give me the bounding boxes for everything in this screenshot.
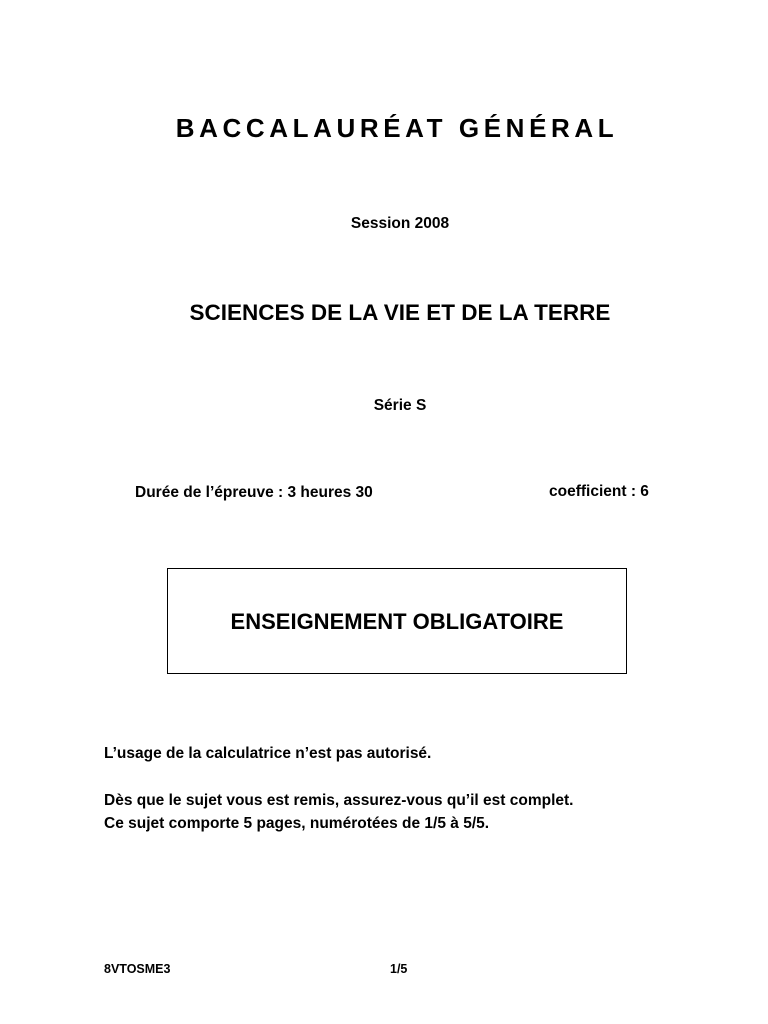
page-number: 1/5 [390, 962, 408, 976]
track-label: ENSEIGNEMENT OBLIGATOIRE [230, 609, 564, 634]
exam-duration: Durée de l’épreuve : 3 heures 30 [135, 484, 373, 501]
session-label: Session 2008 [350, 215, 450, 232]
track-box [167, 568, 627, 674]
serie-label: Série S [373, 397, 427, 414]
document-code: 8VTOSME3 [104, 962, 171, 976]
calculator-notice: L’usage de la calculatrice n’est pas autorisé. [104, 745, 432, 762]
exam-title: BACCALAURÉAT GÉNÉRAL [175, 113, 619, 143]
subject-title: SCIENCES DE LA VIE ET DE LA TERRE [189, 300, 611, 325]
completeness-notice: Dès que le sujet vous est remis, assurez-vous qu’il est complet. [104, 792, 574, 809]
exam-coefficient: coefficient : 6 [549, 483, 649, 500]
page-count-notice: Ce sujet comporte 5 pages, numérotées de 1/5 à 5/5. [104, 815, 490, 832]
